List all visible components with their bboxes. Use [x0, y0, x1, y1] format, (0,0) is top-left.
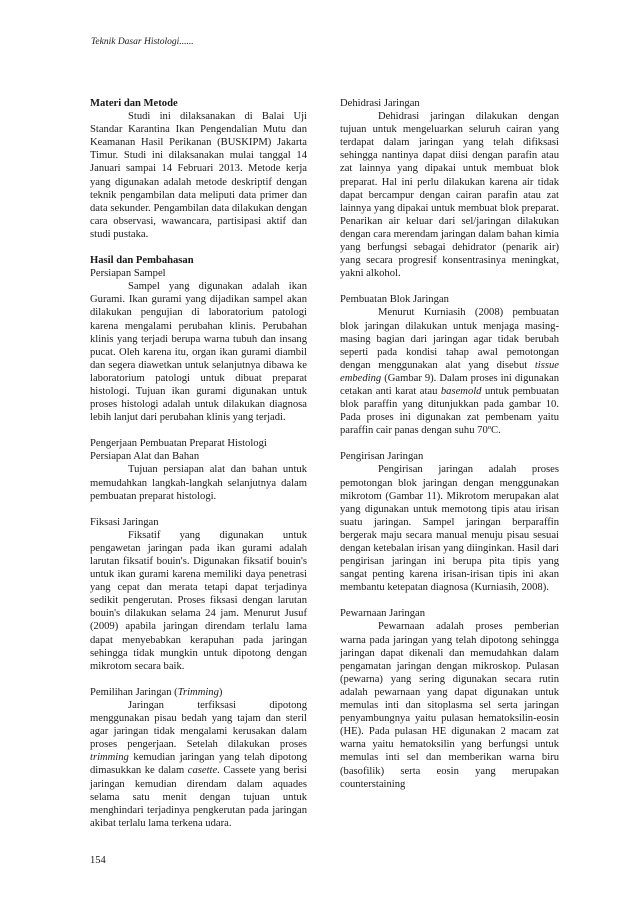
- section-trimming: [90, 686, 307, 830]
- heading-emphasis: Trimming: [177, 686, 219, 698]
- paragraph: Fiksatif yang digunakan untuk pengawetan jaringan pada ikan gurami adalah larutan fiksatif bouin's. Digunakan fiksatif bouin's untuk ikan gurami karena memiliki daya penetrasi yang cepat dan merata tetapi dapat terjadinya sedikit pengerutan. Proses fiksasi dengan larutan bouin's dilakukan selama 24 jam. Menurut Jusuf (2009) apabila jaringan direndam terlalu lama dapat menyebabkan kerapuhan pada jaringan sehingga tidak mungkin untuk dipotong dengan mikrotom secara baik.: [90, 529, 307, 672]
- paragraph: Sampel yang digunakan adalah ikan Gurami. Ikan gurami yang dijadikan sampel akan dilakukan pengujian di laboratorium patologi karena mengalami perubahan klinis. Perubahan klinis yang terjadi berupa warna tubuh dan insang pucat. Oleh karena itu, organ ikan gurami diambil dan segera diawetkan untuk selanjutnya dibawa ke laboratorium patologi untuk dibuat preparat histologi. Tujuan ikan gurami digunakan untuk proses histologi adalah untuk dilakukan diagnosa lebih lanjut dari perubahan klinis yang terjadi.: [90, 281, 307, 424]
- paragraph: [90, 699, 307, 830]
- text-run: kemudian jaringan yang telah dipotong dimasukkan ke dalam: [90, 752, 307, 777]
- right-column: [340, 97, 559, 791]
- paragraph: Pengirisan jaringan adalah proses pemotongan blok jaringan dengan menggunakan mikrotom (Gambar 11). Mikrotom merupakan alat yang digunakan untuk memotong tipis atau irisan suatu jaringan. Sampel jaringan berparaffin bergerak maju secara manual menuju pisau sesuai dengan ketebalan irisan yang diinginkan. Hasil dari pengirisan jaringan ini berupa pita tipis yang sangat penting karena irisan-irisan tipis ini akan membantu ketepatan diagnosa (Kurniasih, 2008).: [340, 464, 559, 594]
- section-heading: Pengerjaan Pembuatan Preparat Histologi: [90, 438, 267, 450]
- heading-text: ): [218, 686, 223, 698]
- heading-text: Pemilihan Jaringan (: [90, 686, 178, 698]
- text-run: Jaringan terfiksasi dipotong menggunakan pisau bedah yang tajam dan steril agar jaringan tidak mengalami kerusakan dalam proses pengerjaan. Setelah dilakukan proses: [90, 699, 307, 751]
- page-number: 154: [90, 855, 106, 866]
- running-head: Teknik Dasar Histologi......: [91, 37, 194, 47]
- emphasis: trimming: [90, 752, 129, 764]
- left-column: [90, 97, 307, 830]
- section-pewarnaan: [340, 607, 559, 790]
- emphasis: tissue embeding: [340, 359, 559, 384]
- paragraph: Dehidrasi jaringan dilakukan dengan tujuan untuk mengeluarkan seluruh cairan yang terdapat dalam jaringan yang telah difiksasi sehingga nantinya dapat diisi dengan parafin atau zat lainnya yang dipakai untuk membuat blok preparat. Hal ini perlu dilakukan karena air tidak dapat bercampur dengan cairan parafin atau zat lainnya yang dipakai untuk membuat blok preparat. Penarikan air keluar dari sel/jaringan dilakukan dengan cara merendam jaringan dalam bahan kimia yang berfungsi sebagai dehidrator (penarik air) yang secara progresif konsentrasinya meningkat, yakni alkohol.: [340, 111, 559, 280]
- text-run: (Gambar 9). Dalam proses ini digunakan cetakan anti karat atau: [340, 372, 559, 397]
- paragraph: Pewarnaan adalah proses pemberian warna pada jaringan yang telah dipotong sehingga jaringan dapat dikenali dan memudahkan dalam pengamatan jaringan dengan mikroskop. Pulasan (pewarna) yang sering digunakan secara rutin adalah pewarnaan yang dapat digunakan untuk memulas inti dan sitoplasma sel serta jaringan penyambungnya yaitu pulasan hematoksilin-eosin (HE). Pada pulasan HE digunakan 2 macam zat warna yaitu hematoksilin yang berfungsi untuk memulas inti sel dan memberikan warna biru (basofilik) serta eosin yang merupakan counterstaining: [340, 621, 559, 790]
- section-heading: Hasil dan Pembahasan: [90, 255, 194, 267]
- section-heading: Pengirisan Jaringan: [340, 451, 424, 463]
- paragraph: Tujuan persiapan alat dan bahan untuk memudahkan langkah-langkah selanjutnya dalam pembuatan preparat histologi.: [90, 464, 307, 502]
- section-heading: Pembuatan Blok Jaringan: [340, 294, 449, 306]
- section-dehidrasi: [340, 97, 559, 280]
- section-heading: Pewarnaan Jaringan: [340, 608, 426, 620]
- emphasis: casette: [187, 765, 218, 777]
- section-materi-metode: [90, 97, 307, 241]
- subsection-heading: Persiapan Sampel: [90, 268, 166, 280]
- section-heading: Materi dan Metode: [90, 98, 178, 109]
- section-pengerjaan: [90, 437, 307, 502]
- section-fiksasi: [90, 516, 307, 673]
- section-blok-jaringan: [340, 293, 559, 437]
- section-heading: Dehidrasi Jaringan: [340, 98, 420, 109]
- emphasis: basemold: [440, 385, 482, 397]
- paragraph: Studi ini dilaksanakan di Balai Uji Standar Karantina Ikan Pengendalian Mutu dan Keamanan Hasil Perikanan (BUSKIPM) Jakarta Timur. Studi ini dilaksanakan mulai tanggal 14 Januari sampai 14 Februari 2013. Metode kerja yang digunakan adalah metode deskriptif dengan teknik pengambilan data meliputi data primer dan data sekunder. Pengambilan data dilakukan dengan cara observasi, wawancara, partisipasi aktif dan studi pustaka.: [90, 111, 307, 240]
- subsection-heading: Persiapan Alat dan Bahan: [90, 451, 200, 463]
- text-run: Menurut Kurniasih (2008) pembuatan blok jaringan dilakukan untuk menjaga masing-masing bagian dari jaringan agar tidak berubah seperti pada kondisi tahap awal pemotongan dengan menggunakan alat yang disebut: [340, 307, 559, 371]
- text-run: untuk pembuatan blok paraffin yang ditunjukkan pada gambar 10. Pada proses ini digunakan zat pembenam yaitu paraffin cair panas dengan suhu 70ºC.: [340, 385, 560, 437]
- text-run: . Cassete yang berisi jaringan kemudian direndam dalam aquades selama satu menit dengan tujuan untuk menghindari terjadinya pengkerutan pada jaringan akibat terlalu lama terkena udara.: [90, 765, 307, 829]
- section-heading: [90, 686, 307, 699]
- section-hasil-pembahasan: [90, 254, 307, 424]
- section-pengirisan: [340, 450, 559, 594]
- section-heading: Fiksasi Jaringan: [90, 516, 159, 528]
- paragraph: [340, 306, 559, 437]
